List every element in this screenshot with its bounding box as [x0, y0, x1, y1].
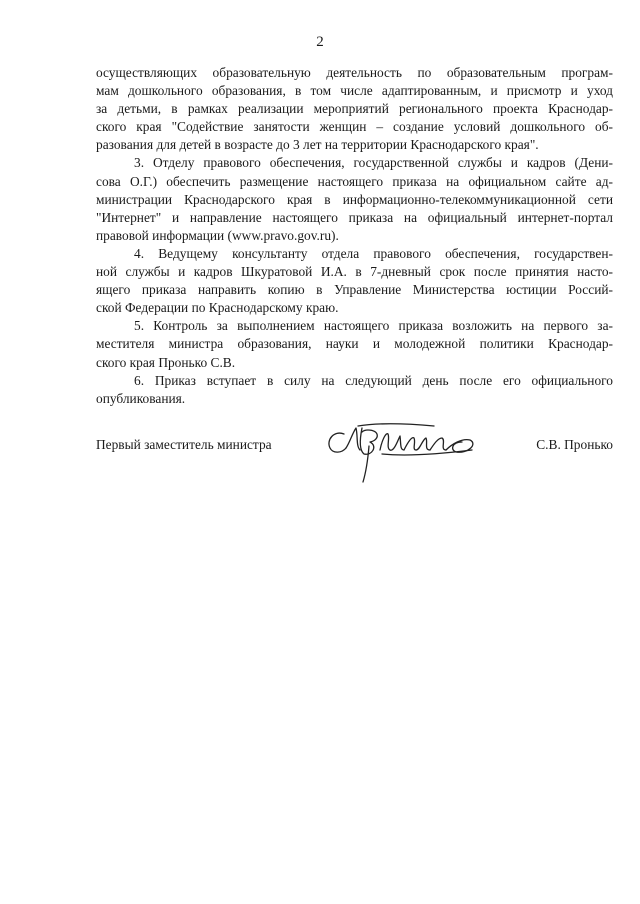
text-line: разования для детей в возрасте до 3 лет на территории Краснодарского края".: [96, 137, 539, 153]
paragraph-continuation: [96, 64, 613, 154]
text-line: опубликования.: [96, 390, 186, 406]
text-line: министрации Краснодарского края в информационно-телекоммуникационной сети: [96, 191, 613, 207]
text-line: ского края Пронько С.В.: [96, 354, 236, 370]
text-line: ской Федерации по Краснодарскому краю.: [96, 300, 339, 316]
signature-block: [96, 420, 613, 490]
signatory-title: Первый заместитель министра: [96, 437, 272, 452]
paragraph-5: [96, 317, 613, 371]
text-line: ского края "Содействие занятости женщин – создание условий дошкольного об-: [96, 119, 613, 135]
text-line: мам дошкольного образования, в том числе адаптированным, и присмотр и уход: [96, 83, 613, 99]
paragraph-3: [96, 154, 613, 244]
text-line: сова О.Г.) обеспечить размещение настоящего приказа на официальном сайте ад-: [96, 173, 613, 189]
text-line: за детьми, в рамках реализации мероприятий регионального проекта Краснодар-: [96, 101, 613, 117]
handwritten-signature: [322, 420, 492, 490]
text-line: 3. Отделу правового обеспечения, государственной службы и кадров (Дени-: [134, 155, 613, 171]
text-line: 6. Приказ вступает в силу на следующий день после его официального: [134, 372, 613, 388]
signatory-name: С.В. Пронько: [536, 437, 613, 452]
text-line: 4. Ведущему консультанту отдела правового обеспечения, государствен-: [134, 245, 613, 261]
text-line: правовой информации (www.pravo.gov.ru).: [96, 227, 339, 243]
paragraph-6: [96, 372, 613, 408]
page-number: 2: [316, 34, 324, 50]
paragraph-4: [96, 245, 613, 317]
text-line: 5. Контроль за выполнением настоящего приказа возложить на первого за-: [134, 318, 613, 334]
text-line: ящего приказа направить копию в Управление Министерства юстиции Россий-: [96, 282, 613, 298]
text-line: "Интернет" и направление настоящего приказа на официальный интернет-портал: [96, 209, 613, 225]
document-body: [96, 64, 613, 408]
text-line: местителя министра образования, науки и молодежной политики Краснодар-: [96, 336, 613, 352]
text-line: осуществляющих образовательную деятельность по образовательным програм-: [96, 65, 613, 80]
text-line: ной службы и кадров Шкуратовой И.А. в 7-дневный срок после принятия насто-: [96, 264, 613, 280]
